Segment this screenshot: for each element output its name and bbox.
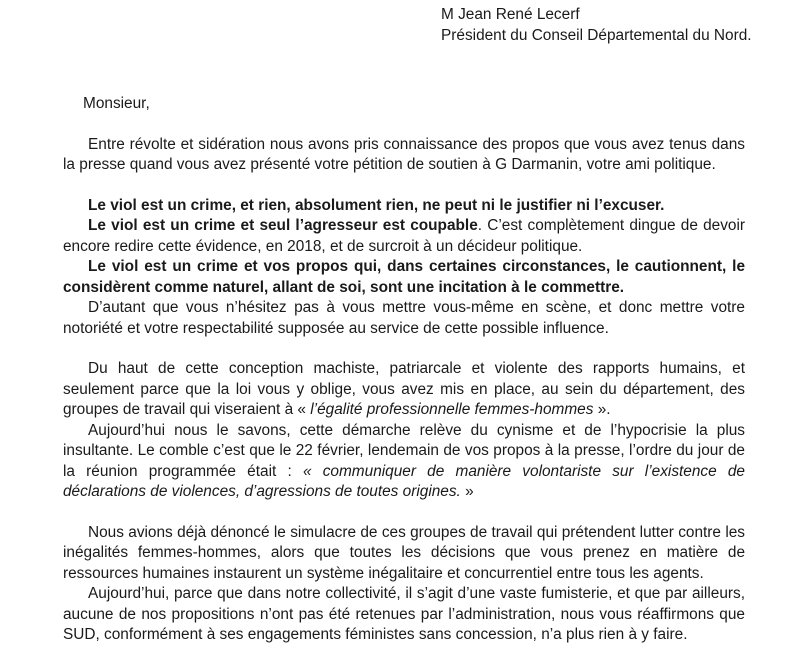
paragraph-today — [63, 421, 745, 503]
paragraph-statement-3 — [63, 257, 745, 298]
denounced-text: Nous avions déjà dénoncé le simulacre de ces groupes de travail qui prétendent lutter contre les inégalités femmes-hommes, alors que toutes les décisions que vous prenez en matière de ressources humaines instaurent un système inégalitaire et concurrentiel entre tous les agents. — [63, 523, 745, 582]
work-groups-italic: l’égalité professionnelle femmes-hommes — [310, 401, 594, 418]
recipient-title: Président du Conseil Départemental du Nord. — [441, 26, 752, 44]
today-text: Aujourd’hui nous le savons, cette démarche relève du cynisme et de l’hypocrisie la plus insultante. Le comble c’est que le 22 février, lendemain de vos propos à la presse, l’ordre du jour de la réunion programmée était : — [63, 421, 745, 480]
statement-3: Le viol est un crime et vos propos qui, dans certaines circonstances, le cautionnent, le considèrent comme naturel, allant de soi, sont une incitation à le commettre. — [63, 258, 745, 296]
statement-2-bold: Le viol est un crime et seul l’agresseur est coupable — [88, 217, 478, 234]
recipient-name: M Jean René Lecerf — [441, 6, 580, 23]
work-groups-quote-close: ». — [593, 401, 611, 418]
letter-body — [63, 94, 745, 646]
work-groups-text: Du haut de cette conception machiste, patriarcale et violente des rapports humains, et seulement parce que la loi vous y oblige, vous avez mis en place, au sein du département, des groupes de travail qui viseraient à — [63, 360, 745, 418]
paragraph-conclusion — [63, 584, 745, 646]
paragraph-statements — [63, 196, 745, 217]
statement-2-rest: . C’est complètement dingue de devoir encore redire cette évidence, en 2018, et de surcroit à un décideur politique. — [63, 217, 745, 255]
statement-1: Le viol est un crime, et rien, absolument rien, ne peut ni le justifier ni l’excuser. — [88, 196, 665, 214]
paragraph-statement-4 — [63, 298, 745, 339]
today-end: » — [460, 483, 474, 500]
paragraph-denounced — [63, 523, 745, 585]
paragraph-statement-2 — [63, 216, 745, 257]
conclusion-text: Aujourd’hui, parce que dans notre collectivité, il s’agit d’une vaste fumisterie, et que par ailleurs, aucune de nos propositions n’ont pas été retenues par l’administration, nous vous réaffirmons que SUD, conformément à ses engagements féministes sans concession, n’a plus rien à y faire. — [63, 585, 745, 643]
today-italic: « communiquer de manière volontariste sur l’existence de déclarations de violences, d’agressions de toutes origines. — [63, 462, 745, 500]
work-groups-quote-open: « — [297, 401, 311, 418]
recipient-block — [441, 5, 791, 46]
paragraph-intro-text: Entre révolte et sidération nous avons pris connaissance des propos que vous avez tenus dans la presse quand vous avez présenté votre pétition de soutien à G Darmanin, votre ami politique. — [63, 135, 745, 173]
paragraph-work-groups — [63, 359, 745, 421]
statement-4: D’autant que vous n’hésitez pas à vous mettre vous-même en scène, et donc mettre votre notoriété et votre respectabilité supposée au service de cette possible influence. — [63, 299, 745, 337]
paragraph-intro — [63, 135, 745, 176]
salutation: Monsieur, — [83, 95, 150, 112]
